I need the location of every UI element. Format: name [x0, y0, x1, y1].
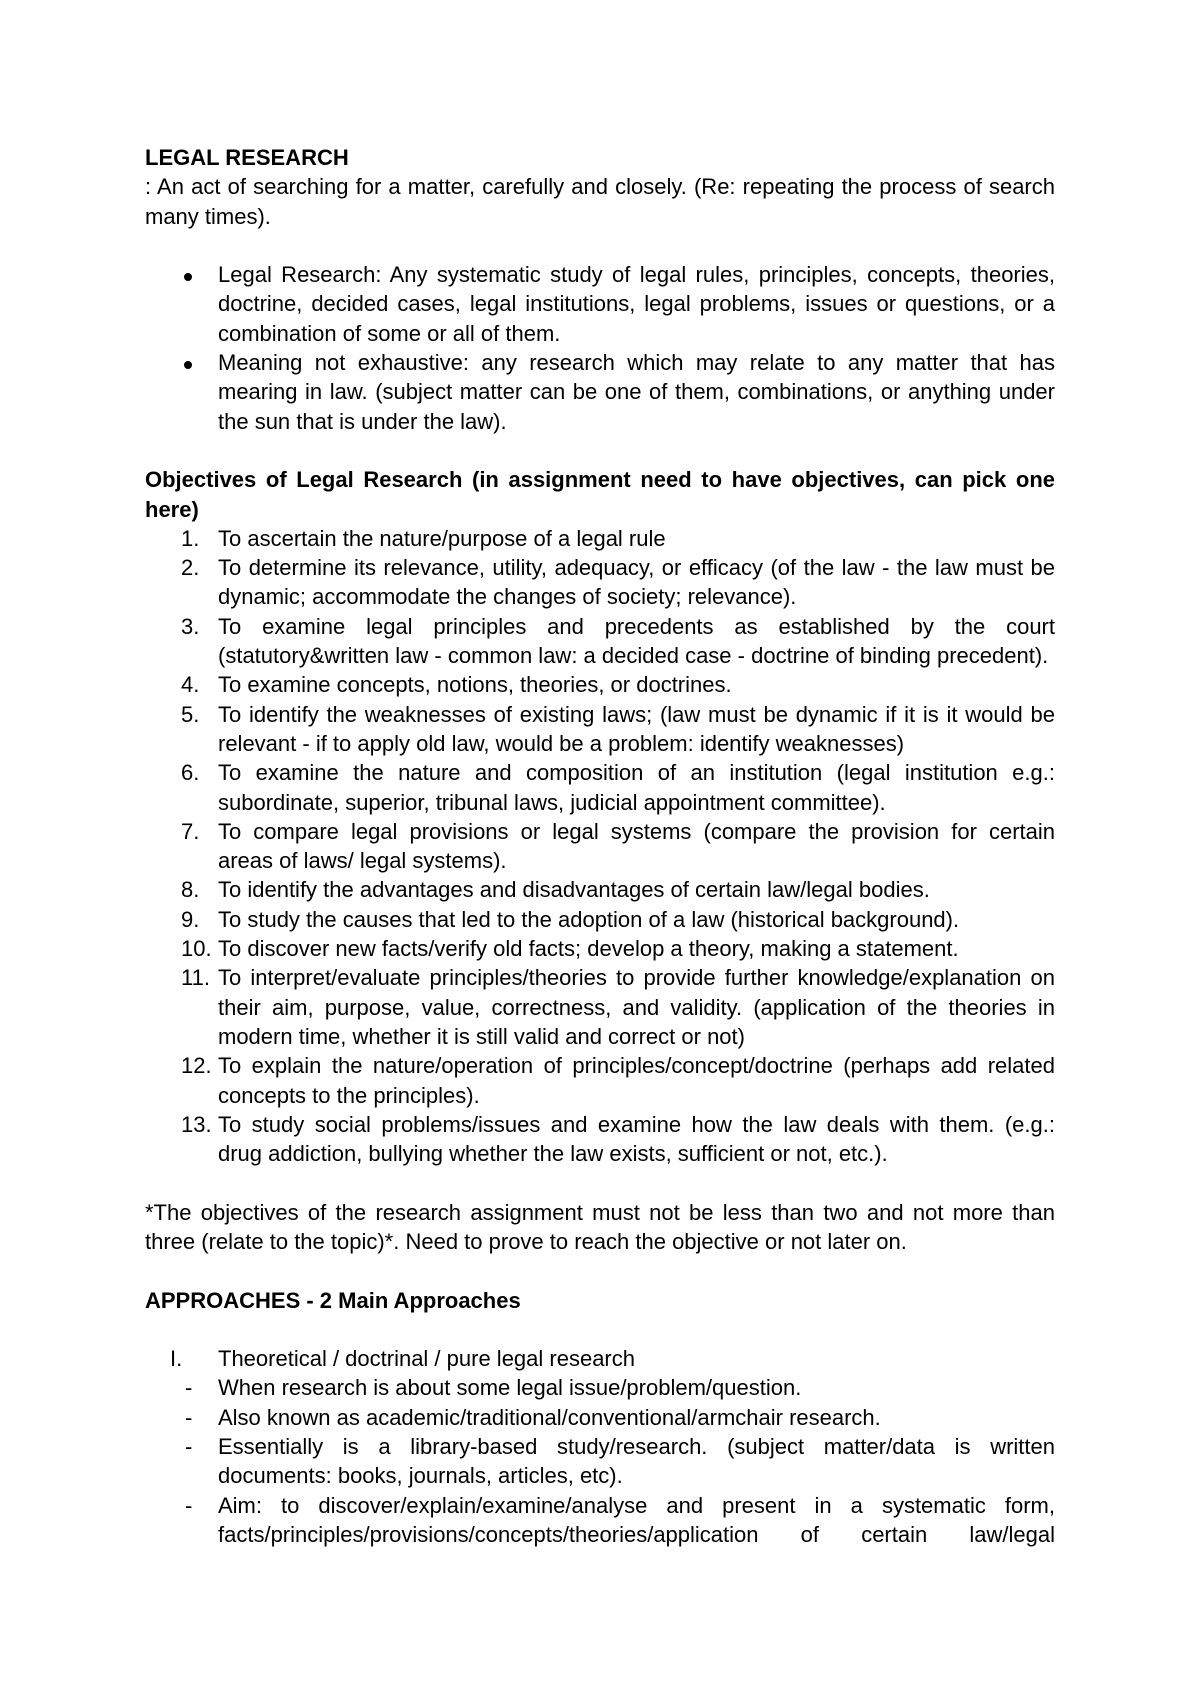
objective-line: To explain the nature/operation of principles/concept/doctrine (perhaps add related	[218, 1053, 1055, 1079]
objective-number: 13.	[181, 1111, 212, 1137]
approaches-heading: APPROACHES - 2 Main Approaches	[145, 1287, 521, 1313]
objective-line: To identify the weaknesses of existing laws; (law must be dynamic if it is it would be	[218, 701, 1055, 727]
objectives-heading: here)	[145, 496, 199, 522]
objective-number: 6.	[181, 760, 200, 786]
objective-number: 12.	[181, 1053, 212, 1079]
objective-item	[145, 670, 1055, 699]
point-line: facts/principles/provisions/concepts/theories/application of certain law/legal	[218, 1521, 1055, 1547]
objectives-heading: Objectives of Legal Research (in assignment need to have objectives, can pick one	[145, 467, 1055, 493]
paragraph-spacer	[145, 1315, 1055, 1344]
point-line: documents: books, journals, articles, etc).	[218, 1463, 623, 1489]
objective-line: dynamic; accommodate the changes of society; relevance).	[218, 584, 797, 610]
objective-item	[145, 963, 1055, 1051]
title-heading: LEGAL RESEARCH	[145, 145, 349, 170]
objective-item	[145, 612, 1055, 671]
objective-line: To determine its relevance, utility, adequacy, or efficacy (of the law - the law must be	[218, 555, 1055, 581]
objective-item	[145, 817, 1055, 876]
objective-line: concepts to the principles).	[218, 1082, 480, 1108]
objective-item	[145, 700, 1055, 759]
objective-line: To examine concepts, notions, theories, or doctrines.	[218, 672, 732, 698]
bullet-item	[145, 348, 1055, 436]
objective-line: To identify the advantages and disadvantages of certain law/legal bodies.	[218, 877, 930, 903]
objective-number: 11.	[181, 965, 210, 991]
objective-line: (statutory&written law - common law: a decided case - doctrine of binding precedent).	[218, 643, 1049, 669]
bullet-item-line: combination of some or all of them.	[218, 320, 561, 346]
paragraph-spacer	[145, 436, 1055, 465]
objective-number: 4.	[181, 672, 200, 698]
objective-line: drug addiction, bullying whether the law exists, sufficient or not, etc.).	[218, 1141, 888, 1167]
approach-point	[145, 1373, 1055, 1402]
objective-line: relevant - if to apply old law, would be a problem: identify weaknesses)	[218, 730, 905, 756]
objective-number: 5.	[181, 701, 200, 727]
bullet-item-line: doctrine, decided cases, legal institutions, legal problems, issues or questions, or a	[218, 291, 1055, 317]
objective-number: 3.	[181, 613, 200, 639]
objective-line: To compare legal provisions or legal systems (compare the provision for certain	[218, 818, 1055, 844]
bullet-item-line: Legal Research: Any systematic study of legal rules, principles, concepts, theories,	[218, 262, 1055, 288]
point-marker: -	[185, 1434, 193, 1460]
approach-point	[145, 1432, 1055, 1491]
objective-line: To examine legal principles and precedents as established by the court	[218, 613, 1055, 639]
objective-number: 9.	[181, 906, 200, 932]
bullet-icon	[184, 361, 192, 369]
bullet-item-line: the sun that is under the law).	[218, 408, 507, 434]
point-line: Essentially is a library-based study/research. (subject matter/data is written	[218, 1434, 1055, 1460]
point-line: When research is about some legal issue/problem/question.	[218, 1375, 802, 1401]
objective-item	[145, 524, 1055, 553]
bullet-list	[145, 260, 1055, 436]
paragraph-spacer	[145, 1256, 1055, 1285]
point-marker: -	[185, 1492, 193, 1518]
approach-item	[145, 1344, 1055, 1549]
objectives-note-line: *The objectives of the research assignment must not be less than two and not more than	[145, 1199, 1055, 1225]
objective-number: 2.	[181, 555, 200, 581]
objective-number: 7.	[181, 818, 200, 844]
objectives-note-line: three (relate to the topic)*. Need to prove to reach the objective or not later on.	[145, 1228, 907, 1254]
objective-item	[145, 934, 1055, 963]
bullet-item-line: Meaning not exhaustive: any research which may relate to any matter that has	[218, 350, 1055, 376]
bullet-item	[145, 260, 1055, 348]
objective-item	[145, 758, 1055, 817]
objectives-list	[145, 524, 1055, 1169]
objective-line: To discover new facts/verify old facts; develop a theory, making a statement.	[218, 936, 959, 962]
objective-line: subordinate, superior, tribunal laws, judicial appointment committee).	[218, 789, 886, 815]
paragraph-spacer	[145, 1168, 1055, 1197]
paragraph-spacer	[145, 231, 1055, 260]
objective-line: To ascertain the nature/purpose of a legal rule	[218, 525, 666, 551]
point-line: Aim: to discover/explain/examine/analyse and present in a systematic form,	[218, 1492, 1055, 1518]
point-marker: -	[185, 1375, 193, 1401]
objective-line: To interpret/evaluate principles/theories to provide further knowledge/explanation on	[218, 965, 1055, 991]
point-marker: -	[185, 1404, 193, 1430]
approach-number: I.	[170, 1346, 183, 1372]
objective-item	[145, 1051, 1055, 1110]
bullet-item-line: mearing in law. (subject matter can be one of them, combinations, or anything under	[218, 379, 1055, 405]
objective-number: 8.	[181, 877, 200, 903]
objective-line: areas of laws/ legal systems).	[218, 848, 507, 874]
objective-line: To examine the nature and composition of an institution (legal institution e.g.:	[218, 760, 1055, 786]
objective-item	[145, 1110, 1055, 1169]
objective-line: To study the causes that led to the adoption of a law (historical background).	[218, 906, 960, 932]
point-line: Also known as academic/traditional/conventional/armchair research.	[218, 1404, 881, 1430]
definition-line: many times).	[145, 203, 271, 229]
objective-item	[145, 553, 1055, 612]
objective-number: 1.	[181, 525, 200, 551]
bullet-icon	[184, 273, 192, 281]
approach-point	[145, 1491, 1055, 1550]
objective-line: their aim, purpose, value, correctness, and validity. (application of the theories in	[218, 994, 1055, 1020]
approach-title: Theoretical / doctrinal / pure legal research	[218, 1346, 635, 1372]
objective-item	[145, 905, 1055, 934]
objective-item	[145, 875, 1055, 904]
definition-line: : An act of searching for a matter, carefully and closely. (Re: repeating the process of search	[145, 174, 1055, 200]
approach-point	[145, 1403, 1055, 1432]
objective-line: modern time, whether it is still valid and correct or not)	[218, 1023, 745, 1049]
objective-line: To study social problems/issues and examine how the law deals with them. (e.g.:	[218, 1111, 1055, 1137]
approach-title-row	[145, 1344, 1055, 1373]
objective-number: 10.	[181, 936, 212, 962]
